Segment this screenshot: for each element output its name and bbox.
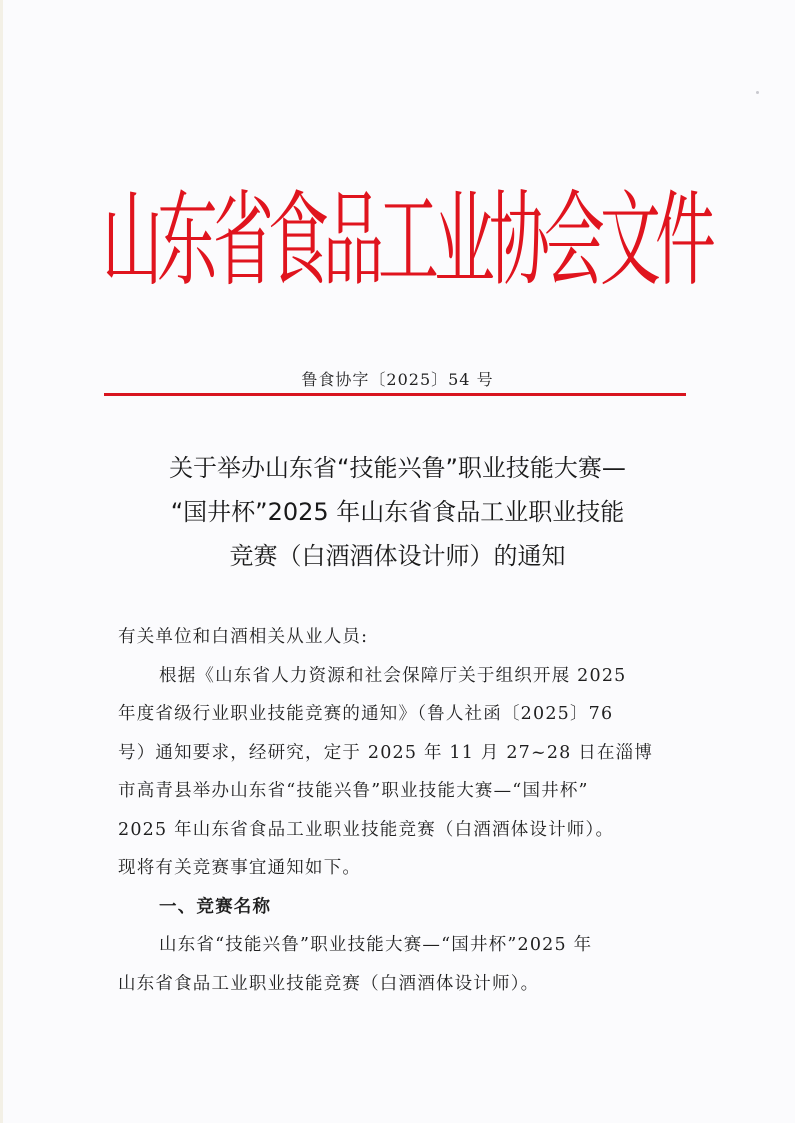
- scan-speck: [756, 91, 759, 94]
- paragraph-line: 市高青县举办山东省“技能兴鲁”职业技能大赛—“国井杯”: [118, 781, 589, 801]
- section-line: 山东省食品工业职业技能竞赛（白酒酒体设计师）。: [118, 973, 540, 994]
- masthead-char: 文: [599, 181, 661, 301]
- notice-title: [0, 446, 795, 578]
- red-divider-rule: [104, 393, 686, 396]
- masthead-char: 品: [323, 181, 385, 301]
- masthead-char: 会: [544, 181, 606, 301]
- masthead-char: 协: [489, 181, 550, 301]
- masthead-title: [96, 168, 716, 313]
- masthead-char: 业: [433, 181, 495, 301]
- title-line: 关于举办山东省“技能兴鲁”职业技能大赛—: [169, 454, 626, 482]
- notice-body: [118, 618, 680, 1003]
- masthead-char: 山: [102, 181, 163, 301]
- paragraph-line: 2025 年山东省食品工业职业技能竞赛（白酒酒体设计师）。: [118, 819, 615, 840]
- paragraph-line: 号）通知要求，经研究，定于 2025 年 11 月 27~28 日在淄博: [118, 742, 654, 763]
- masthead-char: 食: [267, 181, 329, 301]
- masthead-char: 件: [655, 181, 716, 301]
- title-line: “国井杯”2025 年山东省食品工业职业技能: [170, 498, 625, 526]
- paragraph-line: 现将有关竞赛事宜通知如下。: [118, 858, 362, 878]
- masthead-char: 东: [157, 181, 219, 301]
- masthead-char: 工: [378, 181, 440, 301]
- paragraph-line: 年度省级行业职业技能竞赛的通知》（鲁人社函〔2025〕76: [118, 704, 614, 724]
- salutation: 有关单位和白酒相关从业人员:: [118, 627, 369, 647]
- section-heading: 一、竞赛名称: [159, 896, 272, 917]
- paragraph-line: 根据《山东省人力资源和社会保障厅关于组织开展 2025: [159, 665, 627, 686]
- masthead-char: 省: [212, 181, 274, 301]
- title-line: 竞赛（白酒酒体设计师）的通知: [229, 542, 566, 570]
- document-number: 鲁食协字〔2025〕54 号: [301, 370, 494, 389]
- section-line: 山东省“技能兴鲁”职业技能大赛—“国井杯”2025 年: [159, 935, 593, 955]
